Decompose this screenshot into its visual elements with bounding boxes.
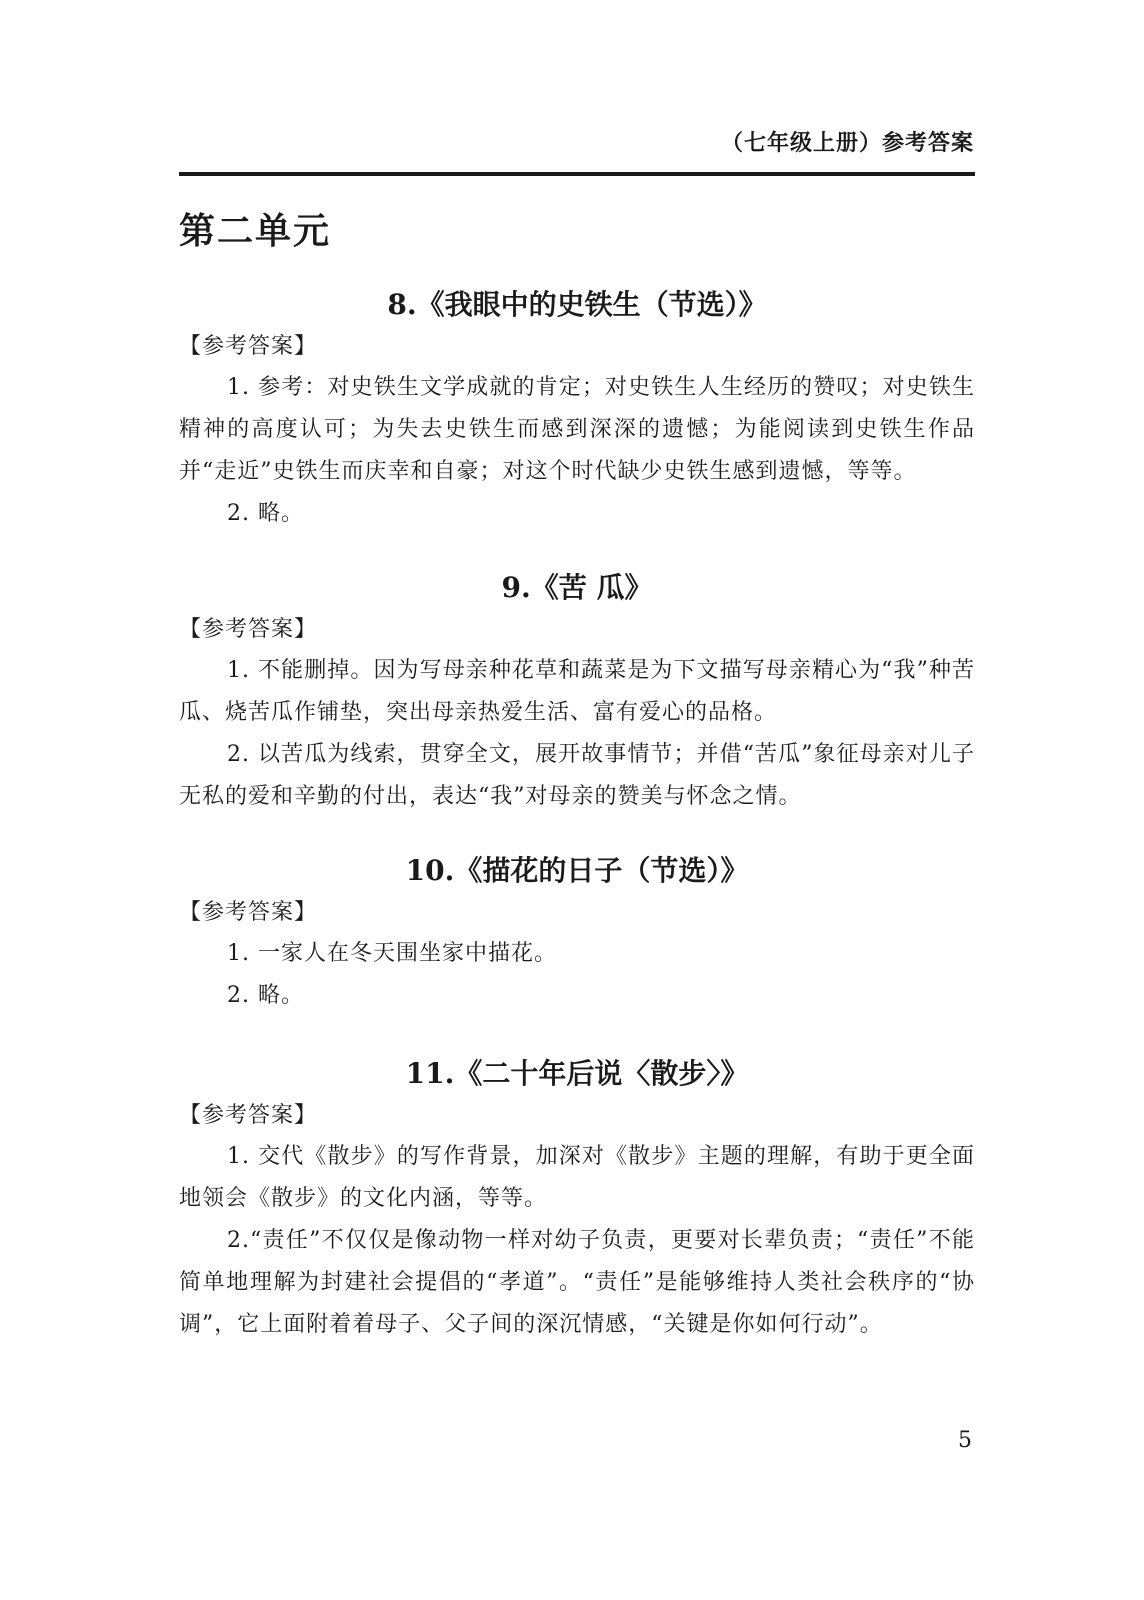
answer-item: 1. 不能删掉。因为写母亲种花草和蔬菜是为下文描写母亲精心为“我”种苦瓜、烧苦瓜作铺垫，突出母亲热爱生活、富有爱心的品格。 — [179, 658, 975, 725]
answer-label: 【参考答案】 — [179, 900, 318, 925]
answer-item: 1. 交代《散步》的写作背景，加深对《散步》主题的理解，有助于更全面地领会《散步》的文化内涵，等等。 — [179, 1144, 975, 1211]
answer-item: 1. 一家人在冬天围坐家中描花。 — [227, 941, 557, 966]
answer-label: 【参考答案】 — [179, 334, 318, 359]
answer-item: 2. 略。 — [227, 501, 304, 526]
header-rule — [179, 172, 975, 176]
section-10 — [179, 849, 975, 1017]
answer-label: 【参考答案】 — [179, 617, 318, 642]
page-number: 5 — [958, 1428, 972, 1453]
answer-label: 【参考答案】 — [179, 1103, 318, 1128]
section-11 — [179, 1052, 975, 1346]
running-header: （七年级上册）参考答案 — [720, 131, 974, 156]
section-title: 10.《描花的日子（节选）》 — [405, 854, 749, 887]
answer-item: 2. 略。 — [227, 983, 304, 1008]
section-8 — [179, 283, 975, 535]
unit-title: 第二单元 — [179, 210, 332, 252]
answer-item: 2. 以苦瓜为线索，贯穿全文，展开故事情节；并借“苦瓜”象征母亲对儿子无私的爱和辛勤的付出，表达“我”对母亲的赞美与怀念之情。 — [179, 742, 975, 809]
section-title: 9.《苦 瓜》 — [501, 571, 653, 604]
section-title: 11.《二十年后说〈散步〉》 — [405, 1057, 749, 1090]
section-9 — [179, 566, 975, 818]
answer-item: 1. 参考：对史铁生文学成就的肯定；对史铁生人生经历的赞叹；对史铁生精神的高度认可；为失去史铁生而感到深深的遗憾；为能阅读到史铁生作品并“走近”史铁生而庆幸和自豪；对这个时代缺少史铁生感到遗憾，等等。 — [179, 375, 975, 484]
answer-item: 2.“责任”不仅仅是像动物一样对幼子负责，更要对长辈负责；“责任”不能简单地理解为封建社会提倡的“孝道”。“责任”是能够维持人类社会秩序的“协调”，它上面附着着母子、父子间的深沉情感，“关键是你如何行动”。 — [179, 1228, 975, 1337]
section-title: 8.《我眼中的史铁生（节选）》 — [387, 288, 767, 321]
